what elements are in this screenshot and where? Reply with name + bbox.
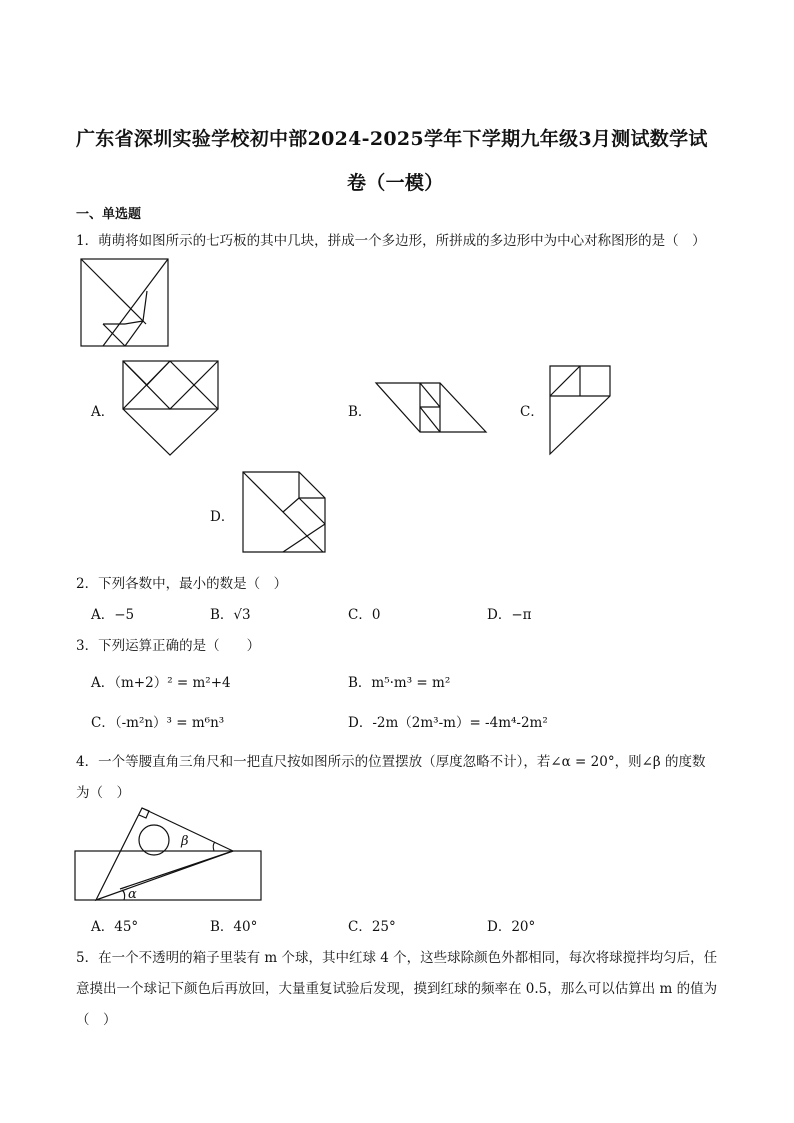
q4-option-a[interactable]: A．45°: [91, 919, 139, 935]
q1-option-c-figure: [550, 366, 612, 456]
q4-option-b[interactable]: B．40°: [210, 919, 258, 935]
section-heading: 一、单选题: [76, 207, 142, 222]
q1-option-d-figure: [243, 472, 327, 554]
q3-stem: 3．下列运算正确的是（ ）: [76, 638, 261, 654]
q2-option-b[interactable]: B．√3: [210, 607, 251, 623]
q4-stem-line1: 4．一个等腰直角三角尺和一把直尺按如图所示的位置摆放（厚度忽略不计），若∠α = 20°，则∠β 的度数: [76, 754, 706, 770]
q1-option-c[interactable]: C．: [520, 404, 544, 420]
q4-option-c[interactable]: C．25°: [348, 919, 396, 935]
alpha-label: α: [128, 887, 137, 902]
q2-stem: 2．下列各数中，最小的数是（ ）: [76, 576, 288, 592]
q4-option-d[interactable]: D．20°: [487, 919, 536, 935]
exam-title-line2: 卷（一模）: [347, 172, 444, 194]
q1-tangram-figure: [81, 259, 169, 347]
q5-stem-line1: 5．在一个不透明的箱子里装有 m 个球，其中红球 4 个，这些球除颜色外都相同，每次将球搅拌均匀后，任: [76, 950, 718, 966]
q4-triangle-ruler-figure: [74, 805, 264, 903]
q2-option-a[interactable]: A．−5: [91, 607, 135, 623]
q2-option-c[interactable]: C．0: [348, 607, 381, 623]
q3-option-d[interactable]: D．-2m（2m³-m）= -4m⁴-2m²: [348, 715, 548, 731]
q1-option-b[interactable]: B．: [348, 404, 372, 420]
exam-title-line1: 广东省深圳实验学校初中部2024-2025学年下学期九年级3月测试数学试: [76, 128, 708, 150]
q3-option-c[interactable]: C．（-m²n）³ = m⁶n³: [91, 715, 225, 731]
q1-option-a-figure: [123, 361, 219, 457]
beta-label: β: [181, 834, 189, 849]
q1-option-d[interactable]: D．: [210, 509, 235, 525]
q1-stem: 1．萌萌将如图所示的七巧板的其中几块，拼成一个多边形，所拼成的多边形中为中心对称图形的是（ ）: [76, 233, 706, 249]
q5-stem-line3: （ ）: [76, 1012, 117, 1028]
q3-option-a[interactable]: A．（m+2）² = m²+4: [91, 675, 231, 691]
q1-option-a[interactable]: A．: [91, 404, 115, 420]
q3-option-b[interactable]: B．m⁵·m³ = m²: [348, 675, 451, 691]
q4-stem-line2: 为（ ）: [76, 785, 130, 801]
q5-stem-line2: 意摸出一个球记下颜色后再放回，大量重复试验后发现，摸到红球的频率在 0.5，那么可以估算出 m 的值为: [76, 981, 718, 997]
q2-option-d[interactable]: D．−π: [487, 607, 532, 623]
q1-option-b-figure: [376, 383, 488, 433]
